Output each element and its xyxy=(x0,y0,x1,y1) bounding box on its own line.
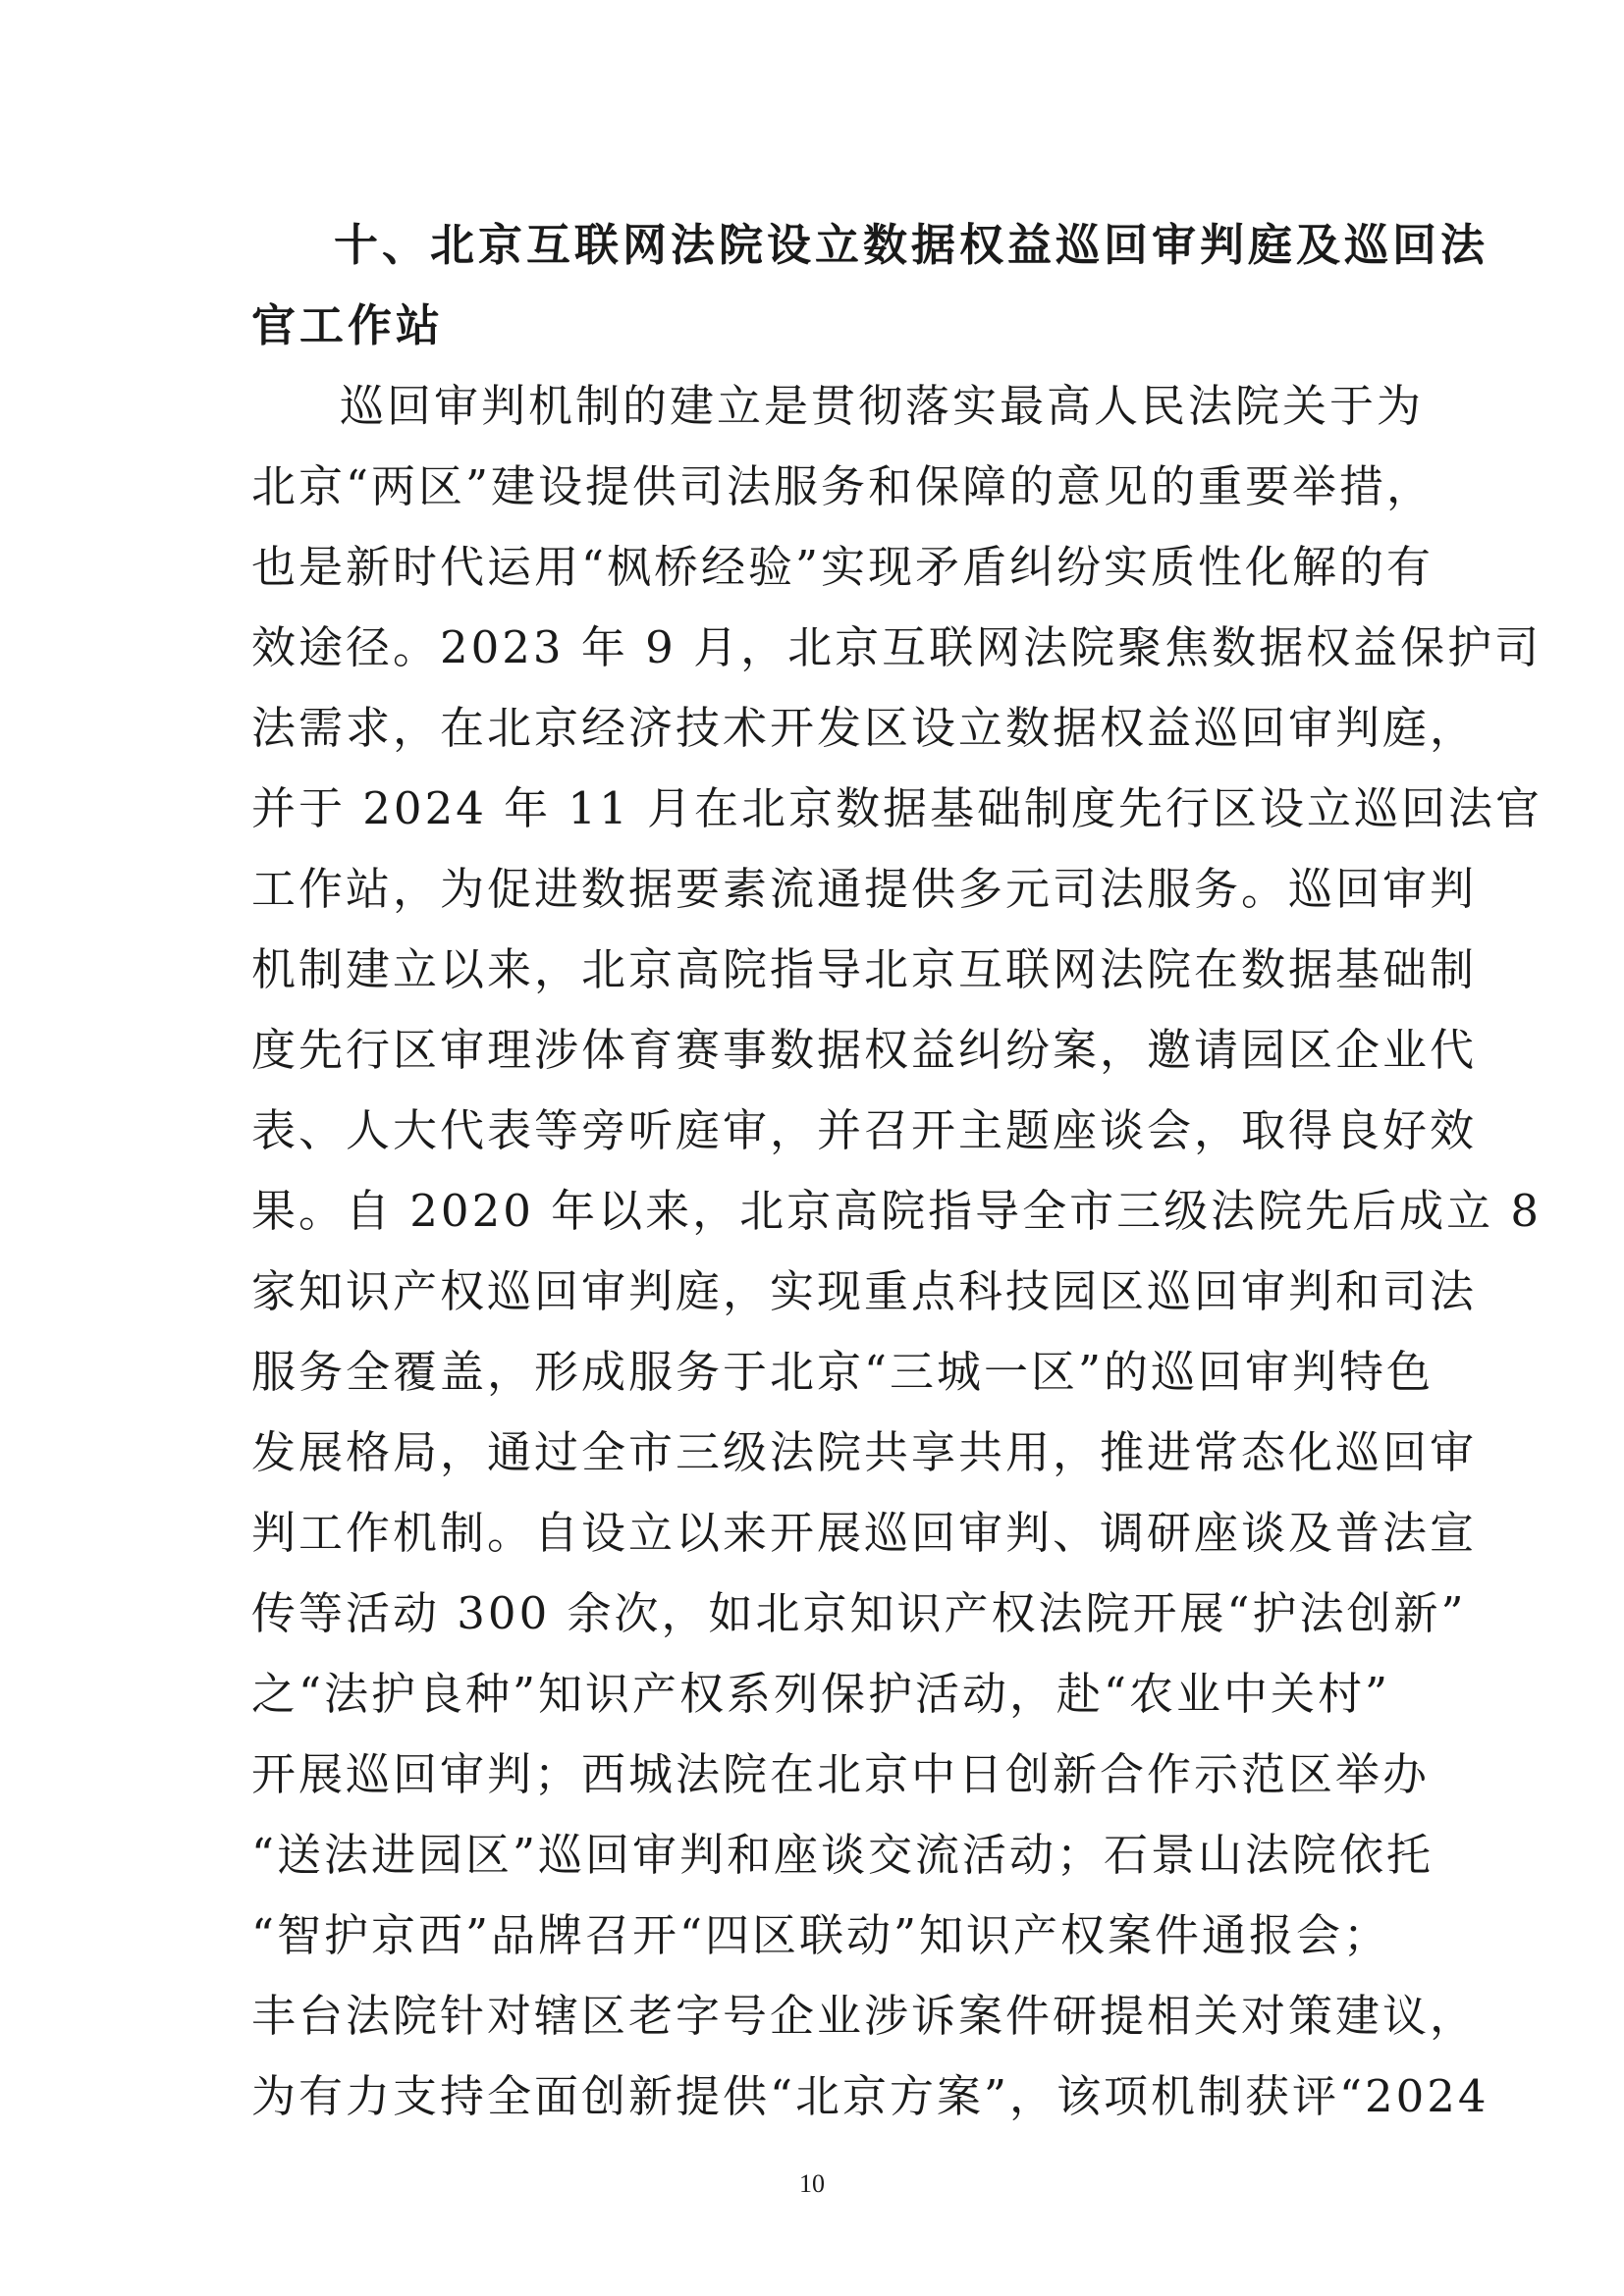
paragraph-line: 丰台法院针对辖区老字号企业涉诉案件研提相关对策建议， xyxy=(251,1990,1478,2042)
paragraph-line: 为有力支持全面创新提供“北京方案”，该项机制获评“2024 xyxy=(251,2070,1489,2122)
section-heading-line-1: 十、北京互联网法院设立数据权益巡回审判庭及巡回法 xyxy=(334,219,1489,271)
paragraph-line: 法需求，在北京经济技术开发区设立数据权益巡回审判庭， xyxy=(251,702,1478,754)
paragraph-line: 并于 2024 年 11 月在北京数据基础制度先行区设立巡回法官 xyxy=(251,782,1543,834)
paragraph-line: 北京“两区”建设提供司法服务和保障的意见的重要举措， xyxy=(251,460,1435,512)
paragraph-line: 机制建立以来，北京高院指导北京互联网法院在数据基础制 xyxy=(251,943,1478,995)
page-number: 10 xyxy=(799,2169,825,2198)
paragraph-line: 开展巡回审判；西城法院在北京中日创新合作示范区举办 xyxy=(251,1748,1431,1800)
paragraph-line: 家知识产权巡回审判庭，实现重点科技园区巡回审判和司法 xyxy=(251,1265,1478,1317)
paragraph-line: “智护京西”品牌召开“四区联动”知识产权案件通报会； xyxy=(251,1909,1391,1961)
paragraph-line: 效途径。2023 年 9 月，北京互联网法院聚焦数据权益保护司 xyxy=(251,621,1543,673)
paragraph-line: 也是新时代运用“枫桥经验”实现矛盾纠纷实质性化解的有 xyxy=(251,541,1435,593)
paragraph-line: 服务全覆盖，形成服务于北京“三城一区”的巡回审判特色 xyxy=(251,1346,1435,1398)
paragraph-line: 工作站，为促进数据要素流通提供多元司法服务。巡回审判 xyxy=(251,863,1478,915)
paragraph-line: 果。自 2020 年以来，北京高院指导全市三级法院先后成立 8 xyxy=(251,1185,1543,1237)
paragraph-line: 判工作机制。自设立以来开展巡回审判、调研座谈及普法宣 xyxy=(251,1507,1478,1559)
section-heading-line-2: 官工作站 xyxy=(251,299,445,351)
paragraph-line: 之“法护良种”知识产权系列保护活动，赴“农业中关村” xyxy=(251,1668,1391,1720)
paragraph-line: 表、人大代表等旁听庭审，并召开主题座谈会，取得良好效 xyxy=(251,1104,1478,1156)
paragraph-line: 度先行区审理涉体育赛事数据权益纠纷案，邀请园区企业代 xyxy=(251,1024,1478,1076)
paragraph-line: 巡回审判机制的建立是贯彻落实最高人民法院关于为 xyxy=(340,380,1425,432)
paragraph-line: “送法进园区”巡回审判和座谈交流活动；石景山法院依托 xyxy=(251,1829,1435,1881)
paragraph-line: 发展格局，通过全市三级法院共享共用，推进常态化巡回审 xyxy=(251,1426,1478,1478)
paragraph-line: 传等活动 300 余次，如北京知识产权法院开展“护法创新” xyxy=(251,1587,1467,1639)
